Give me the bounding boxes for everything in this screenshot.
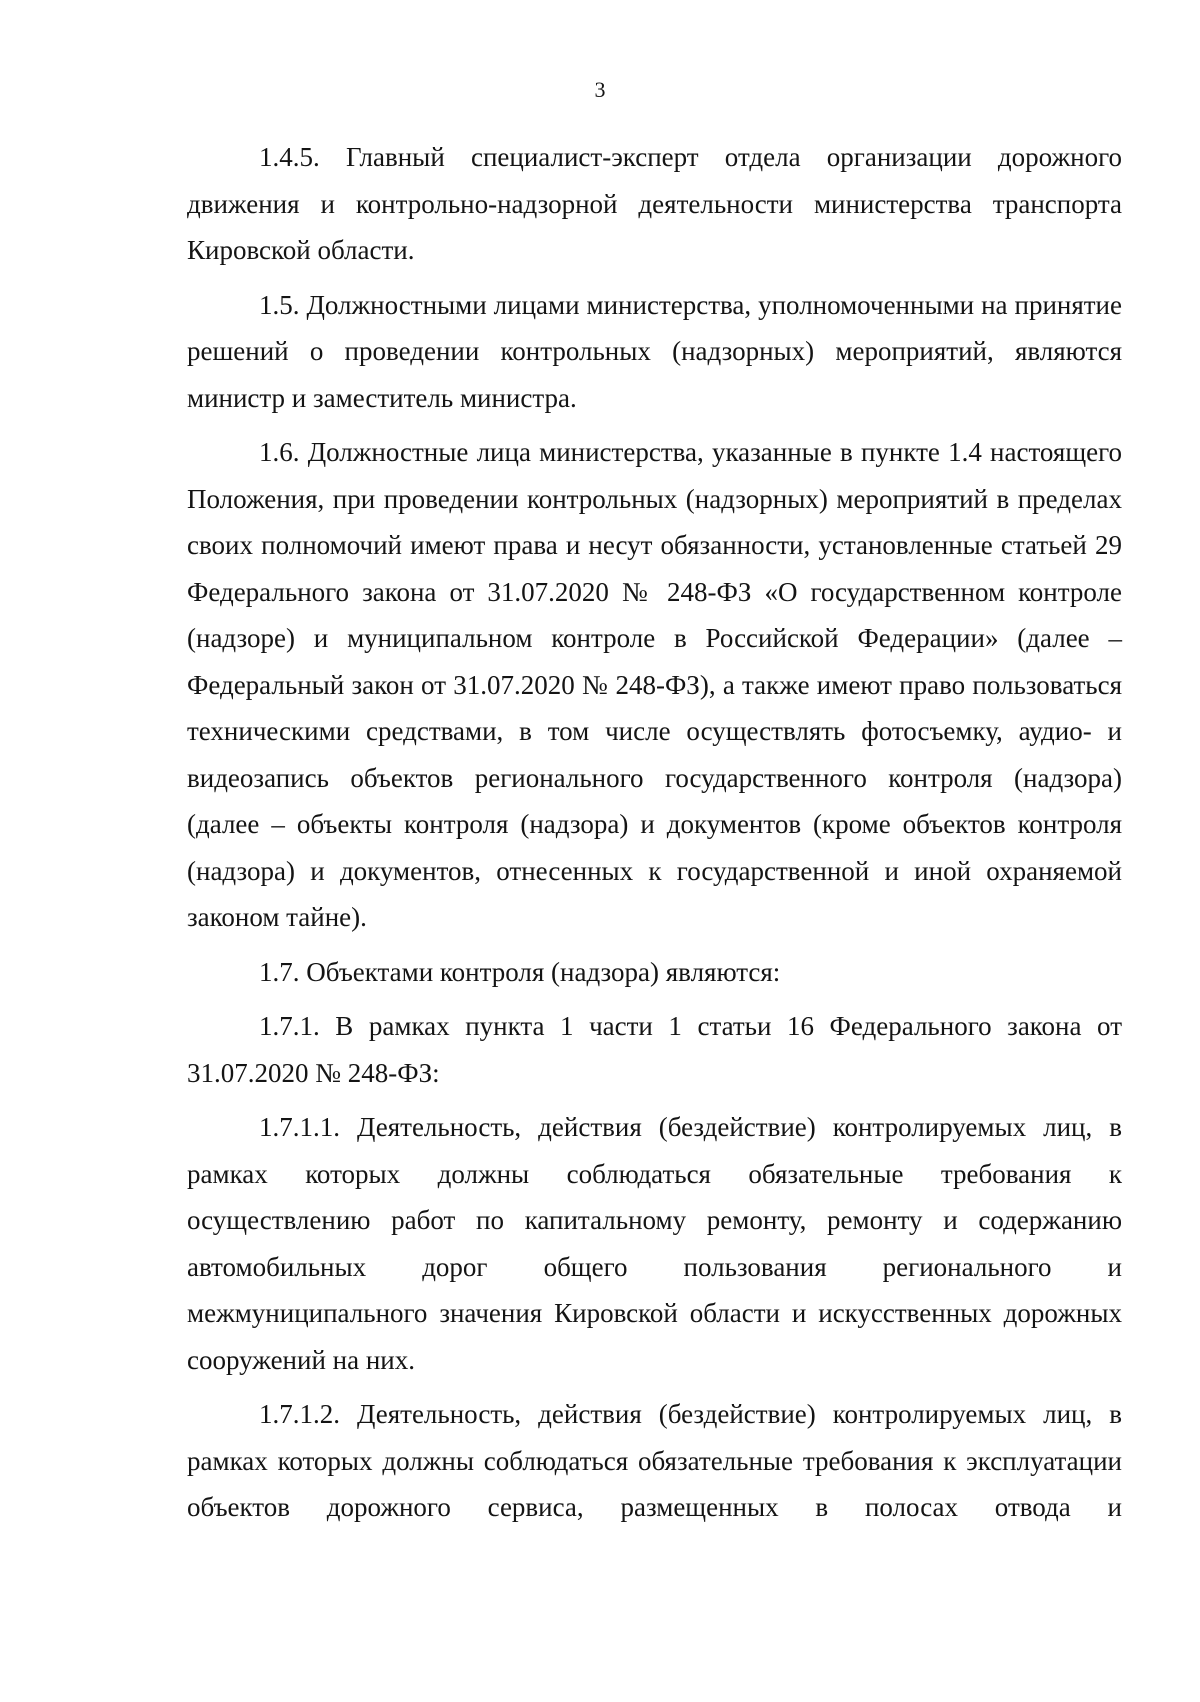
paragraph-1-7-1-1: 1.7.1.1. Деятельность, действия (бездействие) контролируемых лиц, в рамках которых должны соблюдаться обязательные требования к осуществлению работ по капитальному ремонту, ремонту и содержанию автомобильных дорог общего пользования регионального и межмуниципального значения Кировской области и искусственных дорожных сооружений на них. — [187, 1112, 1122, 1375]
paragraph-1-5: 1.5. Должностными лицами министерства, уполномоченными на принятие решений о проведении контрольных (надзорных) мероприятий, являются министр и заместитель министра. — [187, 289, 1122, 413]
paragraph-1-4-5: 1.4.5. Главный специалист-эксперт отдела организации дорожного движения и контрольно-надзорной деятельности министерства транспорта Кировской области. — [187, 142, 1122, 265]
paragraph-1-7: 1.7. Объектами контроля (надзора) являются: — [259, 956, 781, 987]
paragraph-1-6: 1.6. Должностные лица министерства, указанные в пункте 1.4 настоящего Положения, при проведении контрольных (надзорных) мероприятий в пределах своих полномочий имеют права и несут обязанности, установленные статьей 29 Федерального закона от 31.07.2020 № 248-ФЗ «О государственном контроле (надзоре) и муниципальном контроле в Российской Федерации» (далее – Федеральный закон от 31.07.2020 № 248-ФЗ), а также имеют право пользоваться техническими средствами, в том числе осуществлять фотосъемку, аудио- и видеозапись объектов регионального государственного контроля (надзора) (далее – объекты контроля (надзора) и документов (кроме объектов контроля (надзора) и документов, отнесенных к государственной и иной охраняемой законом тайне). — [187, 437, 1122, 932]
document-body — [187, 134, 1122, 1531]
page-number: 3 — [594, 77, 606, 102]
paragraph-1-7-1: 1.7.1. В рамках пункта 1 части 1 статьи 16 Федерального закона от 31.07.2020 № 248-ФЗ: — [187, 1011, 1122, 1088]
paragraph-1-7-1-2: 1.7.1.2. Деятельность, действия (бездействие) контролируемых лиц, в рамках которых должны соблюдаться обязательные требования к эксплуатации объектов дорожного сервиса, размещенных в полосах отвода и — [187, 1399, 1122, 1522]
